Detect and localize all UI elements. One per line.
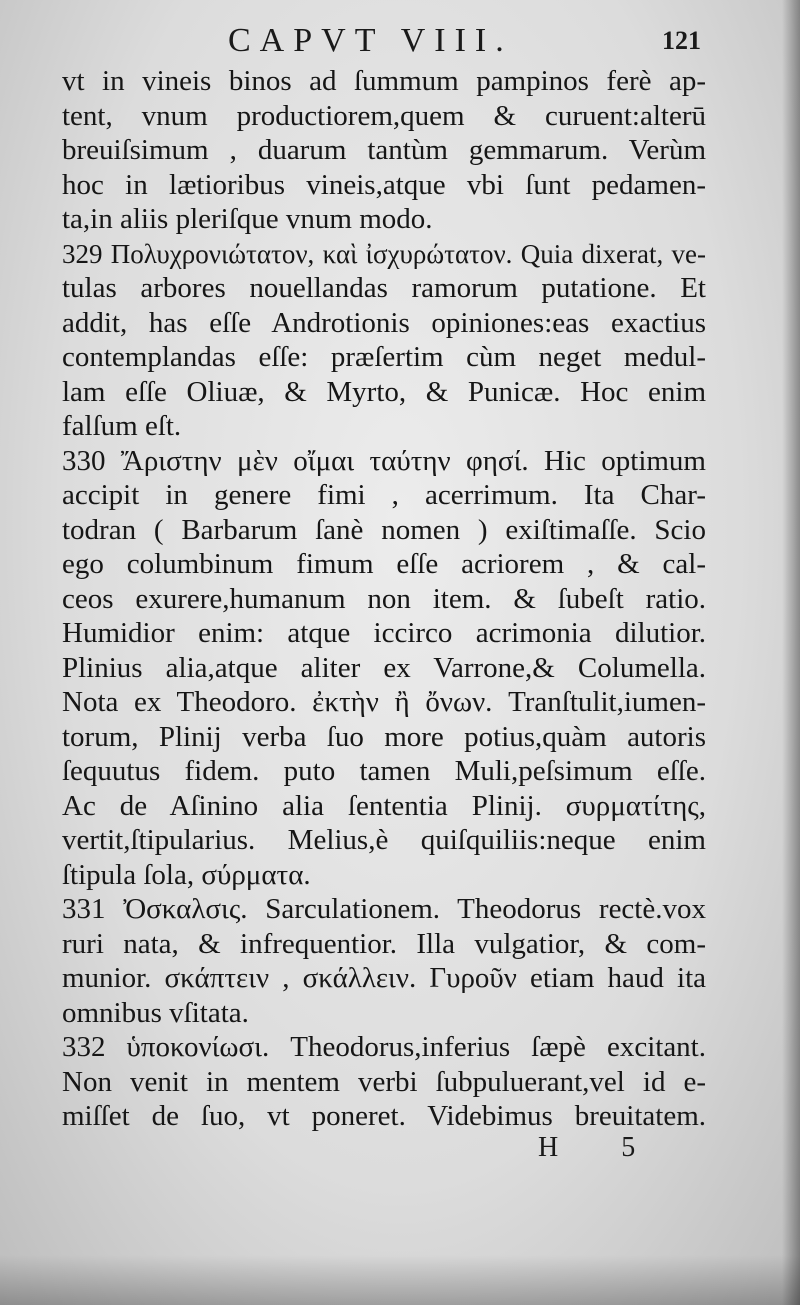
text-line: Non venit in mentem verbi ſubpuluerant,vel id e-: [62, 1065, 706, 1098]
text-line: Plinius alia,atque aliter ex Varrone,& Columella.: [62, 651, 706, 684]
text-line: 331 Ὀσκαλσις. Sarculationem. Theodorus rectè.vox: [62, 893, 706, 925]
text-line: contemplandas eſſe: præſertim cùm neget medul-: [62, 341, 706, 373]
text-line: Humidior enim: atque iccirco acrimonia dilutior.: [62, 617, 706, 649]
text-line: vertit,ſtipularius. Melius,è quiſquiliis:neque enim: [62, 824, 706, 856]
running-head: CAPVT VIII.: [228, 22, 513, 59]
page-number: 121: [662, 26, 701, 55]
text-line: todran ( Barbarum ſanè nomen ) exiſtimaſſe. Scio: [62, 513, 706, 546]
text-line: falſum eſt.: [62, 410, 182, 442]
text-line: tent, vnum productiorem,quem & curuent:alterū: [62, 99, 706, 132]
text-line: ceos exurere,humanum non item. & ſubeſt ratio.: [62, 582, 706, 615]
text-line: tulas arbores nouellandas ramorum putatione. Et: [62, 272, 706, 304]
signature-mark: H 5: [538, 1132, 664, 1163]
text-line: ta,in aliis pleriſque vnum modo.: [62, 203, 433, 235]
text-line: ego columbinum fimum eſſe acriorem , & cal-: [62, 548, 706, 580]
text-line: munior. σκάπτειν , σκάλλειν. Γυροῦν etiam haud ita: [62, 962, 706, 994]
text-line: miſſet de ſuo, vt poneret. Videbimus breuitatem.: [62, 1100, 706, 1132]
text-line: omnibus vſitata.: [62, 996, 249, 1029]
text-line: accipit in genere fimi , acerrimum. Ita Char-: [62, 479, 706, 511]
text-line: 332 ὑποκονίωσι. Theodorus,inferius ſæpè excitant.: [62, 1031, 706, 1063]
text-line: 330 Ἄριστην μὲν οἴμαι ταύτην φησί. Hic optimum: [62, 444, 706, 477]
text-line: hoc in lætioribus vineis,atque vbi ſunt pedamen-: [62, 168, 706, 201]
text-line: Nota ex Theodoro. ἐκτὴν ἢ ὄνων. Tranſtulit,iumen-: [62, 686, 706, 718]
page-edge-shadow: [782, 0, 800, 1305]
text-line: lam eſſe Oliuæ, & Myrto, & Punicæ. Hoc enim: [62, 375, 706, 408]
text-line: vt in vineis binos ad ſummum pampinos ferè ap-: [62, 65, 706, 97]
text-line: ſtipula ſola, σύρματα.: [62, 858, 311, 891]
text-line: ruri nata, & infrequentior. Illa vulgatior, & com-: [62, 927, 706, 960]
page-bottom-shadow: [0, 1255, 800, 1305]
text-line: torum, Plinij verba ſuo more potius,quàm autoris: [62, 720, 706, 753]
text-line: Ac de Aſinino alia ſententia Plinij. συρματίτης,: [62, 789, 706, 822]
text-line: addit, has eſſe Androtionis opiniones:eas exactius: [62, 306, 706, 339]
text-line: ſequutus fidem. puto tamen Muli,peſsimum eſſe.: [62, 755, 706, 787]
body-text: [62, 64, 706, 1134]
text-line: 329 Πολυχρονιώτατον, καὶ ἰσχυρώτατον. Quia dixerat, ve-: [62, 238, 706, 269]
text-line: breuiſsimum , duarum tantùm gemmarum. Verùm: [62, 134, 706, 166]
